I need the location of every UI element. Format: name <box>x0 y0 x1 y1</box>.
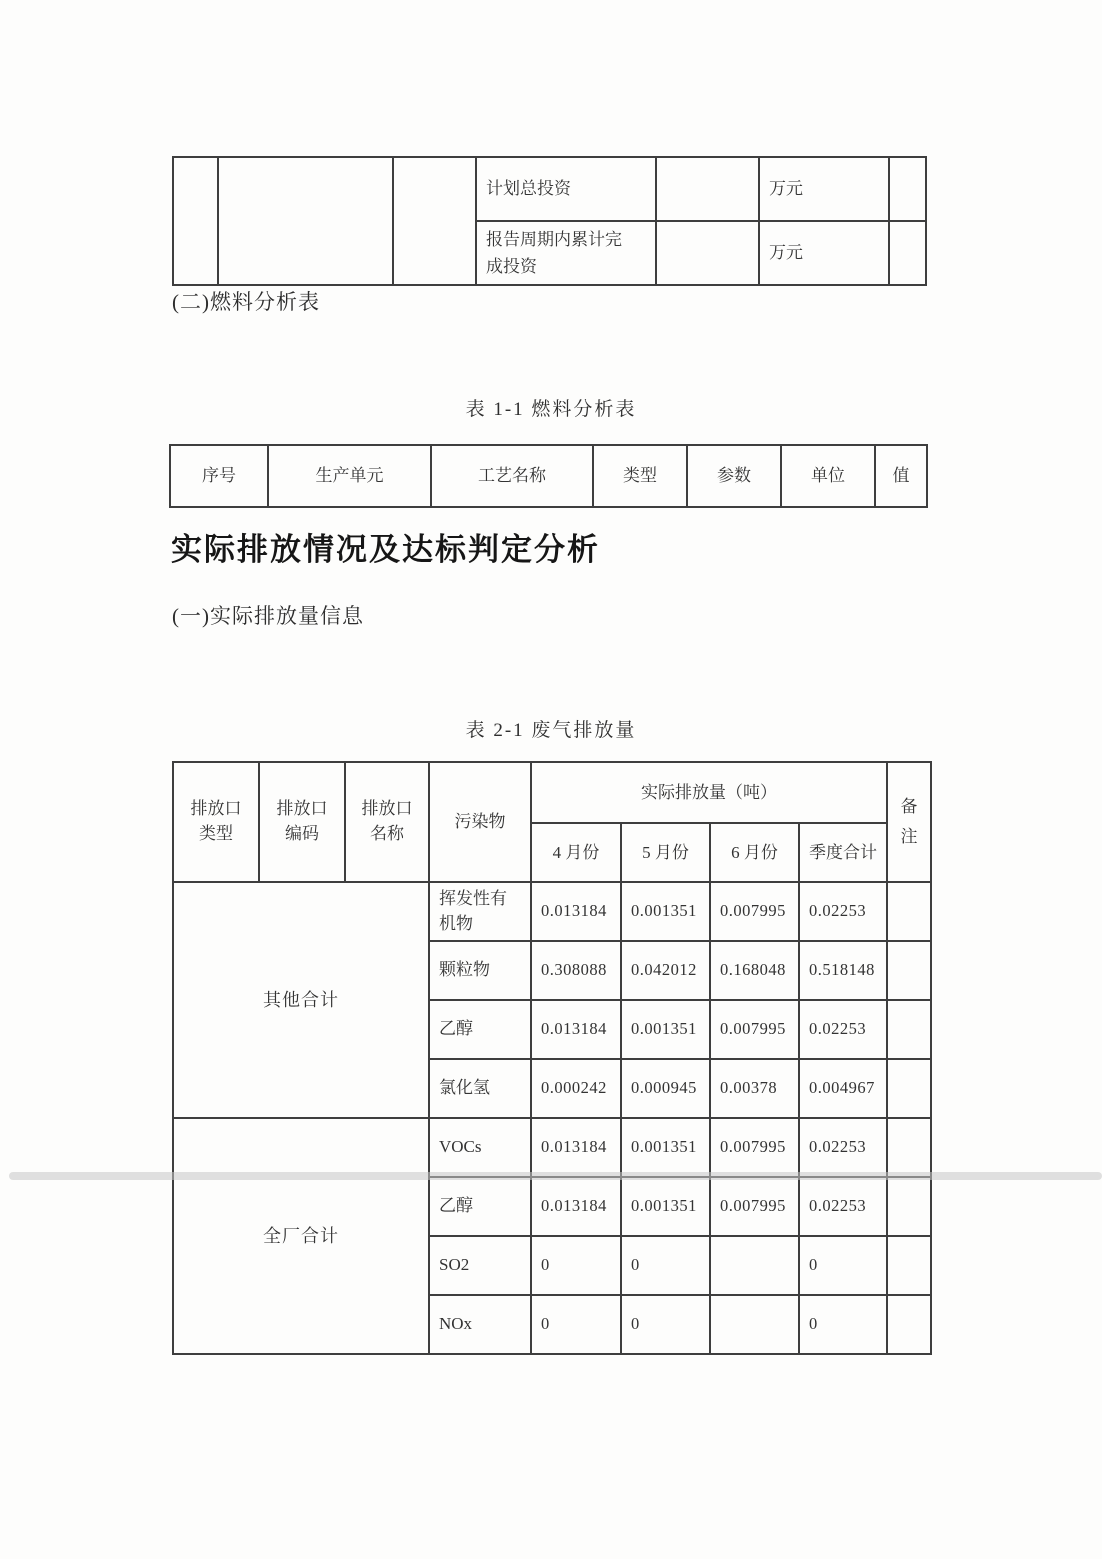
emission-value-cell: 0.013184 <box>531 1118 621 1177</box>
emission-value-cell: 0.000242 <box>531 1059 621 1118</box>
remark-header-vertical: 备注 <box>900 797 918 846</box>
empty-cell <box>218 157 393 285</box>
pollutant-name-cell: 挥发性有机物 <box>429 882 531 941</box>
table-header-row <box>170 445 927 507</box>
remark-cell <box>887 1295 931 1354</box>
emission-value-cell: 0.000945 <box>621 1059 710 1118</box>
column-header: 排放口类型 <box>173 762 259 882</box>
emission-value-cell: 0.007995 <box>710 1118 799 1177</box>
emission-value-cell: 0 <box>799 1295 887 1354</box>
remark-cell <box>887 1059 931 1118</box>
emission-value-cell: 0.02253 <box>799 1000 887 1059</box>
remark-cell <box>889 157 926 221</box>
empty-cell <box>173 157 218 285</box>
pollutant-name-cell: VOCs <box>429 1118 531 1177</box>
outlet-group-cell: 全厂合计 <box>173 1118 429 1354</box>
column-header: 序号 <box>170 445 268 507</box>
emission-value-cell: 0.001351 <box>621 1000 710 1059</box>
pollutant-name-cell: 颗粒物 <box>429 941 531 1000</box>
emission-value-cell <box>710 1295 799 1354</box>
column-header: 类型 <box>593 445 687 507</box>
emission-value-cell <box>710 1236 799 1295</box>
table-row <box>173 882 931 941</box>
column-header: 工艺名称 <box>431 445 593 507</box>
column-header: 单位 <box>781 445 875 507</box>
emission-value-cell: 0.013184 <box>531 1177 621 1236</box>
column-group-header: 实际排放量（吨） <box>531 762 887 823</box>
emission-value-cell: 0.001351 <box>621 1177 710 1236</box>
table-header-row <box>173 762 931 823</box>
emission-value-cell: 0.007995 <box>710 1177 799 1236</box>
table-row <box>173 157 926 221</box>
investment-value-cell <box>656 157 759 221</box>
column-header <box>887 762 931 882</box>
column-header: 排放口名称 <box>345 762 429 882</box>
pollutant-name-cell: NOx <box>429 1295 531 1354</box>
remark-cell <box>887 1177 931 1236</box>
emission-value-cell: 0.013184 <box>531 1000 621 1059</box>
emission-value-cell: 0.013184 <box>531 882 621 941</box>
remark-cell <box>887 941 931 1000</box>
emission-value-cell: 0.042012 <box>621 941 710 1000</box>
table-row <box>173 1118 931 1177</box>
emission-value-cell: 0.02253 <box>799 1118 887 1177</box>
emission-table-caption: 表 2-1 废气排放量 <box>465 720 637 741</box>
remark-cell <box>887 1000 931 1059</box>
page-title: 实际排放情况及达标判定分析 <box>171 532 600 567</box>
unit-cell: 万元 <box>759 221 889 285</box>
pollutant-name-cell: SO2 <box>429 1236 531 1295</box>
investment-table <box>172 156 927 286</box>
outlet-group-cell: 其他合计 <box>173 882 429 1118</box>
column-header: 6 月份 <box>710 823 799 882</box>
emission-value-cell: 0.004967 <box>799 1059 887 1118</box>
unit-cell: 万元 <box>759 157 889 221</box>
pollutant-name-cell: 乙醇 <box>429 1000 531 1059</box>
emission-value-cell: 0 <box>531 1295 621 1354</box>
actual-emission-section-label: (一)实际排放量信息 <box>172 604 364 628</box>
emission-table <box>172 761 932 1355</box>
column-header: 4 月份 <box>531 823 621 882</box>
emission-value-cell: 0.518148 <box>799 941 887 1000</box>
emission-value-cell: 0.001351 <box>621 882 710 941</box>
emission-value-cell: 0.001351 <box>621 1118 710 1177</box>
pollutant-name-cell: 氯化氢 <box>429 1059 531 1118</box>
investment-value-cell <box>656 221 759 285</box>
emission-value-cell: 0 <box>621 1295 710 1354</box>
fuel-table-caption: 表 1-1 燃料分析表 <box>465 399 637 420</box>
fuel-analysis-table <box>169 444 928 508</box>
remark-cell <box>887 882 931 941</box>
column-header: 5 月份 <box>621 823 710 882</box>
remark-cell <box>887 1236 931 1295</box>
emission-value-cell: 0.02253 <box>799 1177 887 1236</box>
scan-artifact-line <box>9 1172 1102 1180</box>
remark-cell <box>889 221 926 285</box>
column-header: 污染物 <box>429 762 531 882</box>
column-header: 季度合计 <box>799 823 887 882</box>
emission-value-cell: 0.02253 <box>799 882 887 941</box>
remark-cell <box>887 1118 931 1177</box>
investment-label-cell: 报告周期内累计完成投资 <box>476 221 656 285</box>
emission-value-cell: 0 <box>799 1236 887 1295</box>
emission-value-cell: 0.168048 <box>710 941 799 1000</box>
emission-value-cell: 0.00378 <box>710 1059 799 1118</box>
emission-value-cell: 0 <box>621 1236 710 1295</box>
empty-cell <box>393 157 476 285</box>
column-header: 生产单元 <box>268 445 431 507</box>
column-header: 值 <box>875 445 927 507</box>
emission-value-cell: 0.007995 <box>710 882 799 941</box>
column-header: 排放口编码 <box>259 762 345 882</box>
investment-label-cell: 计划总投资 <box>476 157 656 221</box>
column-header: 参数 <box>687 445 781 507</box>
pollutant-name-cell: 乙醇 <box>429 1177 531 1236</box>
emission-value-cell: 0.007995 <box>710 1000 799 1059</box>
emission-value-cell: 0 <box>531 1236 621 1295</box>
fuel-section-label: (二)燃料分析表 <box>172 290 320 314</box>
emission-value-cell: 0.308088 <box>531 941 621 1000</box>
